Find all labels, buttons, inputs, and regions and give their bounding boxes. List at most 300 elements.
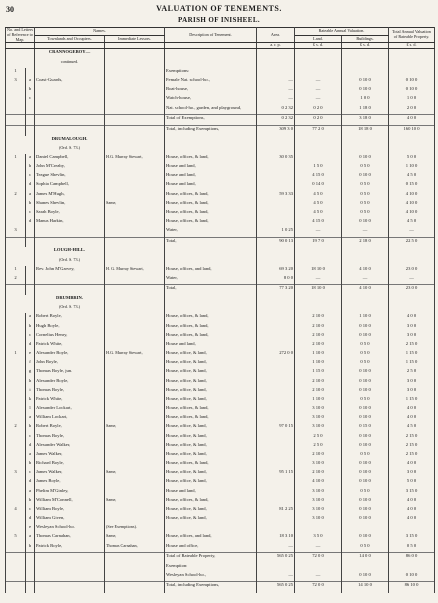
occupier-name xyxy=(35,275,105,285)
occupier-name xyxy=(35,105,105,115)
land-valuation: 2 10 0 xyxy=(295,341,342,350)
area-value xyxy=(257,163,295,172)
header-rateable: Rateable Annual Valuation. xyxy=(295,28,389,36)
buildings-valuation: 0 5 0 xyxy=(342,209,389,218)
header-townlands: Townlands and Occupiers. xyxy=(35,35,105,43)
buildings-valuation: 0 10 0 xyxy=(342,378,389,387)
tenement-description: House, office, & land, xyxy=(165,423,257,432)
header-total: Total Annual Valuation of Rateable Property. xyxy=(389,28,435,43)
table-row xyxy=(6,218,435,227)
map-number xyxy=(6,313,26,322)
area-value: 8 0 0 xyxy=(257,275,295,285)
buildings-valuation: 0 5 0 xyxy=(342,543,389,553)
immediate-lessor: Same, xyxy=(105,497,165,506)
area-value xyxy=(257,323,295,332)
immediate-lessor xyxy=(105,414,165,423)
total-valuation: 2 15 0 xyxy=(389,341,435,350)
area-value xyxy=(257,359,295,368)
map-letter: a xyxy=(26,414,35,423)
total-valuation: 0 15 0 xyxy=(389,181,435,190)
map-number xyxy=(6,524,26,533)
occupier-name: Manus Harkin, xyxy=(35,218,105,227)
table-row xyxy=(6,368,435,377)
occupier-name: Thomas Boyle, xyxy=(35,387,105,396)
area-value xyxy=(257,368,295,377)
townland-subheading: (Ord. S. 73.) xyxy=(35,257,105,266)
land-valuation: 4 15 0 xyxy=(295,172,342,181)
tenement-description: House, offices, & land, xyxy=(165,191,257,200)
area-value xyxy=(257,172,295,181)
tenement-description: House, office, & land, xyxy=(165,433,257,442)
tenement-description: House, office, & land, xyxy=(165,451,257,460)
map-number: 1 xyxy=(6,68,26,77)
table-row xyxy=(6,497,435,506)
buildings-valuation: 0 10 0 xyxy=(342,332,389,341)
map-letter xyxy=(26,237,35,247)
townland-heading: DRUMBRIN. xyxy=(35,295,105,304)
map-letter xyxy=(26,285,35,295)
tenement-description: Exemption: xyxy=(165,563,257,572)
area-value: 77 3 20 xyxy=(257,285,295,295)
total-valuation: 1 15 0 xyxy=(389,359,435,368)
table-row xyxy=(6,285,435,295)
buildings-valuation: 0 5 0 xyxy=(342,350,389,359)
map-number xyxy=(6,582,26,593)
map-letter: c xyxy=(26,209,35,218)
map-number: 2 xyxy=(6,423,26,432)
area-value: — xyxy=(257,95,295,104)
tenement-description: House, office, & land, xyxy=(165,368,257,377)
units-buildings: £ s. d. xyxy=(342,43,389,49)
total-valuation: 3 15 0 xyxy=(389,488,435,497)
immediate-lessor xyxy=(105,442,165,451)
map-letter xyxy=(26,227,35,237)
townland-subheading-row xyxy=(6,145,435,154)
occupier-name: Sophia Campbell, xyxy=(35,181,105,190)
buildings-valuation: 14 10 0 xyxy=(342,582,389,593)
occupier-name: Wesleyan School-ho. xyxy=(35,524,105,533)
table-row xyxy=(6,582,435,593)
buildings-valuation: 0 10 0 xyxy=(342,442,389,451)
townland-heading: CRANNOGEBOY— xyxy=(35,49,105,59)
map-number: 4 xyxy=(6,506,26,515)
land-valuation: 72 0 0 xyxy=(295,553,342,563)
immediate-lessor xyxy=(105,451,165,460)
table-row xyxy=(6,378,435,387)
immediate-lessor: Same, xyxy=(105,200,165,209)
area-value xyxy=(257,460,295,469)
table-row xyxy=(6,181,435,190)
buildings-valuation: 0 10 0 xyxy=(342,433,389,442)
total-valuation: 3 0 0 xyxy=(389,469,435,478)
immediate-lessor xyxy=(105,68,165,77)
tenement-description: House, offices, & land, xyxy=(165,209,257,218)
area-value: 81 2 25 xyxy=(257,506,295,515)
total-valuation: 2 15 0 xyxy=(389,451,435,460)
map-number: 5 xyxy=(6,533,26,542)
map-number xyxy=(6,200,26,209)
table-row xyxy=(6,387,435,396)
area-value xyxy=(257,515,295,524)
map-letter xyxy=(26,105,35,115)
map-number xyxy=(6,378,26,387)
header-land: Land. xyxy=(295,35,342,43)
land-valuation: — xyxy=(295,77,342,86)
occupier-name xyxy=(35,115,105,126)
immediate-lessor: H.G. Murray Stewart, xyxy=(105,350,165,359)
immediate-lessor: Same, xyxy=(105,469,165,478)
map-number: 1 xyxy=(6,154,26,163)
occupier-name: William Boyle, xyxy=(35,506,105,515)
immediate-lessor xyxy=(105,77,165,86)
area-value: — xyxy=(257,543,295,553)
table-row xyxy=(6,414,435,423)
land-valuation: 18 10 0 xyxy=(295,285,342,295)
map-number xyxy=(6,387,26,396)
tenement-description: Watch-house, xyxy=(165,95,257,104)
total-valuation: 0 10 0 xyxy=(389,572,435,582)
map-number xyxy=(6,543,26,553)
land-valuation: 2 10 0 xyxy=(295,313,342,322)
immediate-lessor: Thomas Carnahan, xyxy=(105,543,165,553)
occupier-name: Robert Boyle, xyxy=(35,313,105,322)
map-number xyxy=(6,396,26,405)
total-valuation: 4 5 0 xyxy=(389,218,435,227)
land-valuation: 2 10 0 xyxy=(295,451,342,460)
map-number xyxy=(6,368,26,377)
map-letter xyxy=(26,266,35,275)
map-number xyxy=(6,115,26,126)
immediate-lessor xyxy=(105,275,165,285)
occupier-name: Thomas Carnahan, xyxy=(35,533,105,542)
tenement-description xyxy=(165,524,257,533)
tenement-description: Water, xyxy=(165,275,257,285)
table-row xyxy=(6,543,435,553)
area-value xyxy=(257,442,295,451)
area-value xyxy=(257,218,295,227)
tenement-description: House, offices, & land, xyxy=(165,405,257,414)
land-valuation: — xyxy=(295,86,342,95)
total-valuation: 3 15 0 xyxy=(389,533,435,542)
table-row xyxy=(6,77,435,86)
occupier-name: James Walker, xyxy=(35,451,105,460)
buildings-valuation: 0 10 0 xyxy=(342,387,389,396)
land-valuation: 4 5 0 xyxy=(295,191,342,200)
tenement-description: House, offices, and land, xyxy=(165,533,257,542)
header-names: Names. xyxy=(35,28,165,36)
header-row xyxy=(6,28,435,36)
occupier-name: Phelim M'Ginley, xyxy=(35,488,105,497)
map-letter: l xyxy=(26,405,35,414)
table-row xyxy=(6,163,435,172)
land-valuation: 1 10 0 xyxy=(295,396,342,405)
area-value xyxy=(257,451,295,460)
tenement-description: Boat-house, xyxy=(165,86,257,95)
immediate-lessor xyxy=(105,227,165,237)
map-letter: c xyxy=(26,332,35,341)
occupier-name: Thomas Boyle, jun. xyxy=(35,368,105,377)
buildings-valuation: 0 10 0 xyxy=(342,572,389,582)
units-total: £ s. d. xyxy=(389,43,435,49)
townland-subheading: (Ord. S. 73.) xyxy=(35,304,105,313)
area-value: 90 0 13 xyxy=(257,237,295,247)
map-letter: f xyxy=(26,359,35,368)
table-row xyxy=(6,191,435,200)
land-valuation: 3 10 0 xyxy=(295,497,342,506)
land-valuation: — xyxy=(295,572,342,582)
map-letter: c xyxy=(26,469,35,478)
immediate-lessor xyxy=(105,341,165,350)
header-lessors: Immediate Lessors. xyxy=(105,35,165,43)
buildings-valuation: 1 10 0 xyxy=(342,313,389,322)
occupier-name: William Lockart, xyxy=(35,414,105,423)
map-number: 1 xyxy=(6,350,26,359)
immediate-lessor xyxy=(105,359,165,368)
occupier-name: William M'Connell, xyxy=(35,497,105,506)
buildings-valuation: — xyxy=(342,275,389,285)
buildings-valuation: — xyxy=(342,227,389,237)
buildings-valuation: 0 10 0 xyxy=(342,506,389,515)
land-valuation xyxy=(295,154,342,163)
land-valuation: 19 7 0 xyxy=(295,237,342,247)
land-valuation: 2 10 0 xyxy=(295,378,342,387)
occupier-name: Patrick Boyle, xyxy=(35,543,105,553)
header-area: Area. xyxy=(257,28,295,43)
map-letter xyxy=(26,115,35,126)
total-valuation: 3 0 0 xyxy=(389,378,435,387)
map-letter: d xyxy=(26,181,35,190)
map-letter: a xyxy=(26,533,35,542)
immediate-lessor xyxy=(105,405,165,414)
occupier-name: James M'Hugh, xyxy=(35,191,105,200)
total-valuation: — xyxy=(389,275,435,285)
land-valuation: 3 10 0 xyxy=(295,405,342,414)
land-valuation: 2 10 0 xyxy=(295,323,342,332)
tenement-description: Total, including Exemptions, xyxy=(165,582,257,593)
units-land: £ s. d. xyxy=(295,43,342,49)
land-valuation xyxy=(295,68,342,77)
map-number: 3 xyxy=(6,77,26,86)
area-value xyxy=(257,68,295,77)
map-letter xyxy=(26,126,35,136)
buildings-valuation: 0 5 0 xyxy=(342,359,389,368)
immediate-lessor xyxy=(105,460,165,469)
total-valuation: 2 5 0 xyxy=(389,368,435,377)
table-row xyxy=(6,68,435,77)
immediate-lessor xyxy=(105,209,165,218)
map-number: 2 xyxy=(6,191,26,200)
map-letter: a xyxy=(26,77,35,86)
occupier-name: William Given, xyxy=(35,515,105,524)
map-letter: i xyxy=(26,387,35,396)
occupier-name: Patrick White, xyxy=(35,396,105,405)
map-number xyxy=(6,285,26,295)
table-row xyxy=(6,115,435,126)
occupier-name xyxy=(35,563,105,572)
total-valuation: 2 0 0 xyxy=(389,105,435,115)
immediate-lessor: (See Exemptions). xyxy=(105,524,165,533)
total-valuation xyxy=(389,524,435,533)
buildings-valuation: 4 10 0 xyxy=(342,266,389,275)
map-number xyxy=(6,515,26,524)
immediate-lessor xyxy=(105,515,165,524)
area-value xyxy=(257,387,295,396)
header-no: No. and Letters of Reference to Map. xyxy=(7,27,33,42)
tenement-description: Water, xyxy=(165,227,257,237)
map-number xyxy=(6,563,26,572)
land-valuation: 72 0 0 xyxy=(295,582,342,593)
tenement-description: House, offices, & land, xyxy=(165,154,257,163)
table-row xyxy=(6,95,435,104)
map-number xyxy=(6,181,26,190)
area-value: — xyxy=(257,86,295,95)
table-row xyxy=(6,405,435,414)
tenement-description: House, office, & land, xyxy=(165,350,257,359)
tenement-description: House, office, & land, xyxy=(165,506,257,515)
table-row xyxy=(6,237,435,247)
table-row xyxy=(6,433,435,442)
map-number xyxy=(6,105,26,115)
map-number xyxy=(6,553,26,563)
table-row xyxy=(6,469,435,478)
total-valuation: 4 10 0 xyxy=(389,200,435,209)
immediate-lessor: Same, xyxy=(105,533,165,542)
occupier-name: Daniel Campbell, xyxy=(35,154,105,163)
occupier-name: James Walker, xyxy=(35,469,105,478)
map-letter: b xyxy=(26,86,35,95)
map-number xyxy=(6,433,26,442)
table-row xyxy=(6,172,435,181)
immediate-lessor xyxy=(105,172,165,181)
total-valuation: — xyxy=(389,227,435,237)
tenement-description: House and land, xyxy=(165,488,257,497)
map-letter xyxy=(26,275,35,285)
table-row xyxy=(6,154,435,163)
area-value: 272 0 0 xyxy=(257,350,295,359)
immediate-lessor xyxy=(105,563,165,572)
immediate-lessor xyxy=(105,181,165,190)
total-valuation xyxy=(389,68,435,77)
buildings-valuation: 0 10 0 xyxy=(342,414,389,423)
land-valuation: — xyxy=(295,95,342,104)
area-value: — xyxy=(257,572,295,582)
immediate-lessor xyxy=(105,218,165,227)
land-valuation: 2 10 0 xyxy=(295,469,342,478)
map-letter: b xyxy=(26,423,35,432)
immediate-lessor xyxy=(105,478,165,487)
total-valuation: 1 0 0 xyxy=(389,95,435,104)
land-valuation: 3 10 0 xyxy=(295,423,342,432)
table-row xyxy=(6,209,435,218)
table-row xyxy=(6,266,435,275)
total-valuation: 4 0 0 xyxy=(389,506,435,515)
land-valuation: 3 5 0 xyxy=(295,533,342,542)
map-letter: a xyxy=(26,154,35,163)
total-valuation: 5 0 0 xyxy=(389,478,435,487)
tenement-description: House, offices, and land, xyxy=(165,266,257,275)
map-letter: e xyxy=(26,350,35,359)
table-row xyxy=(6,332,435,341)
map-number xyxy=(6,341,26,350)
immediate-lessor xyxy=(105,572,165,582)
tenement-description: House, offices, & land, xyxy=(165,414,257,423)
occupier-name: Hugh Boyle, xyxy=(35,323,105,332)
tenement-description: House, offices, & land, xyxy=(165,460,257,469)
land-valuation: 3 10 0 xyxy=(295,506,342,515)
townland-heading-row xyxy=(6,247,435,256)
total-valuation: 4 0 0 xyxy=(389,414,435,423)
immediate-lessor xyxy=(105,368,165,377)
occupier-name: Alexander Lockart, xyxy=(35,405,105,414)
map-number xyxy=(6,442,26,451)
tenement-description: House and land, xyxy=(165,163,257,172)
map-letter: d xyxy=(26,478,35,487)
total-valuation: 4 0 0 xyxy=(389,115,435,126)
land-valuation: — xyxy=(295,543,342,553)
table-row xyxy=(6,553,435,563)
immediate-lessor xyxy=(105,323,165,332)
tenement-description: Nat. school-ho., garden, and playground, xyxy=(165,105,257,115)
area-value xyxy=(257,332,295,341)
buildings-valuation: 0 10 0 xyxy=(342,77,389,86)
occupier-name xyxy=(35,68,105,77)
map-letter: a xyxy=(26,191,35,200)
map-letter xyxy=(26,582,35,593)
tenement-description: Total, xyxy=(165,237,257,247)
tenement-description: House, office, & land, xyxy=(165,442,257,451)
land-valuation: 0 14 0 xyxy=(295,181,342,190)
table-row xyxy=(6,442,435,451)
map-letter: b xyxy=(26,460,35,469)
map-number: 2 xyxy=(6,275,26,285)
map-letter: b xyxy=(26,497,35,506)
total-valuation: 4 10 0 xyxy=(389,191,435,200)
land-valuation: 77 2 0 xyxy=(295,126,342,136)
map-letter: e xyxy=(26,524,35,533)
map-number xyxy=(6,237,26,247)
occupier-name xyxy=(35,553,105,563)
tenement-description: House and land, xyxy=(165,341,257,350)
map-number xyxy=(6,209,26,218)
total-valuation: 23 0 0 xyxy=(389,285,435,295)
immediate-lessor xyxy=(105,191,165,200)
buildings-valuation: 0 10 0 xyxy=(342,515,389,524)
buildings-valuation: 0 5 0 xyxy=(342,396,389,405)
area-value xyxy=(257,478,295,487)
area-value: 59 3 33 xyxy=(257,191,295,200)
area-value: — xyxy=(257,77,295,86)
tenement-description: House and land, xyxy=(165,181,257,190)
buildings-valuation: 0 10 0 xyxy=(342,533,389,542)
table-row xyxy=(6,200,435,209)
map-number: 3 xyxy=(6,469,26,478)
immediate-lessor xyxy=(105,378,165,387)
occupier-name: Thomas Boyle, xyxy=(35,433,105,442)
table-row xyxy=(6,359,435,368)
table-row xyxy=(6,488,435,497)
buildings-valuation: 0 10 0 xyxy=(342,469,389,478)
table-row xyxy=(6,86,435,95)
land-valuation: — xyxy=(295,227,342,237)
area-value xyxy=(257,563,295,572)
occupier-name xyxy=(35,237,105,247)
tenement-description: Total of Rateable Property, xyxy=(165,553,257,563)
total-valuation: 4 0 0 xyxy=(389,515,435,524)
buildings-valuation: 4 10 0 xyxy=(342,285,389,295)
occupier-name: Patrick White, xyxy=(35,341,105,350)
area-value: 69 3 20 xyxy=(257,266,295,275)
tenement-description: Wesleyan School-ho., xyxy=(165,572,257,582)
